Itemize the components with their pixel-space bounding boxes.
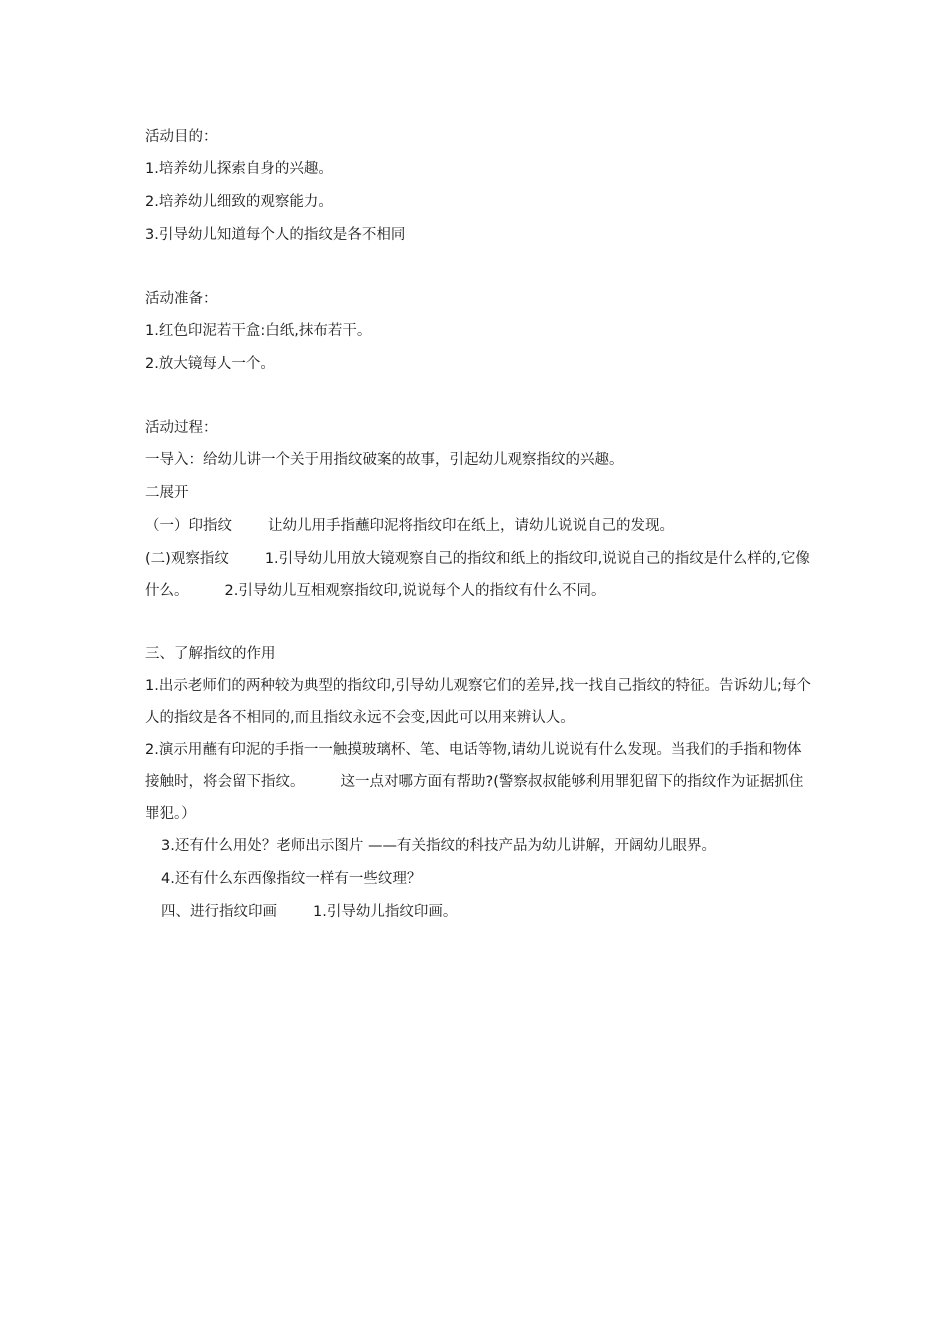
function-item-1: 1.出示老师们的两种较为典型的指纹印,引导幼儿观察它们的差异,找一找自己指纹的特征。告诉幼儿;每个人的指纹是各不相同的,而且指纹永远不会变,因此可以用来辨认人。 — [145, 678, 811, 726]
step-1-text: 让幼儿用手指蘸印泥将指纹印在纸上，请幼儿说说自己的发现。 — [268, 518, 674, 534]
function-item-2a: 2.演示用蘸有印泥的手指一一触摸玻璃杯、笔、电话等物,请幼儿说说有什么发现。当我们的手指和物体接触时，将会留下指纹。 — [145, 742, 802, 790]
process-intro: 一导入：给幼儿讲一个关于用指纹破案的故事，引起幼儿观察指纹的兴趣。 — [145, 452, 624, 468]
goals-item-1: 1.培养幼儿探索自身的兴趣。 — [145, 161, 333, 177]
function-item-3: 3.还有什么用处？老师出示图片 ——有关指纹的科技产品为幼儿讲解，开阔幼儿眼界。 — [161, 838, 716, 854]
prep-item-2: 2.放大镜每人一个。 — [145, 356, 275, 372]
printing-item-1: 1.引导幼儿指纹印画。 — [313, 904, 458, 920]
process-section — [145, 413, 815, 607]
document-body — [145, 122, 815, 929]
step-2-text-2: 2.引导幼儿互相观察指纹印,说说每个人的指纹有什么不同。 — [224, 583, 606, 599]
section-spacer — [145, 381, 815, 413]
printing-line — [145, 896, 815, 929]
prep-heading: 活动准备： — [145, 291, 218, 307]
function-item-4: 4.还有什么东西像指纹一样有一些纹理？ — [161, 871, 422, 887]
section-spacer — [145, 252, 815, 284]
function-heading: 三、了解指纹的作用 — [145, 646, 276, 662]
process-step-2 — [145, 543, 815, 607]
process-expand: 二展开 — [145, 485, 189, 501]
step-1-title: （一）印指纹 — [145, 518, 232, 534]
function-section — [145, 639, 815, 929]
prep-section — [145, 284, 815, 381]
step-2-title: (二)观察指纹 — [145, 551, 229, 567]
goals-section — [145, 122, 815, 252]
section-spacer — [145, 607, 815, 639]
step-2-text-1: 1.引导幼儿用放大镜观察自己的指纹和纸上的指纹印,说说自己的指纹是什么样的,它像什么。 — [145, 551, 810, 599]
prep-item-1: 1.红色印泥若干盒:白纸,抹布若干。 — [145, 323, 372, 339]
function-item-2 — [145, 734, 815, 830]
function-item-2b: 这一点对哪方面有帮助?(警察叔叔能够利用罪犯留下的指纹作为证据抓住罪犯。） — [145, 774, 804, 822]
goals-heading: 活动目的： — [145, 129, 218, 145]
printing-heading: 四、进行指纹印画 — [161, 904, 277, 920]
goals-item-3: 3.引导幼儿知道每个人的指纹是各不相同 — [145, 227, 406, 243]
goals-item-2: 2.培养幼儿细致的观察能力。 — [145, 194, 333, 210]
process-step-1 — [145, 510, 815, 543]
process-heading: 活动过程： — [145, 420, 218, 436]
